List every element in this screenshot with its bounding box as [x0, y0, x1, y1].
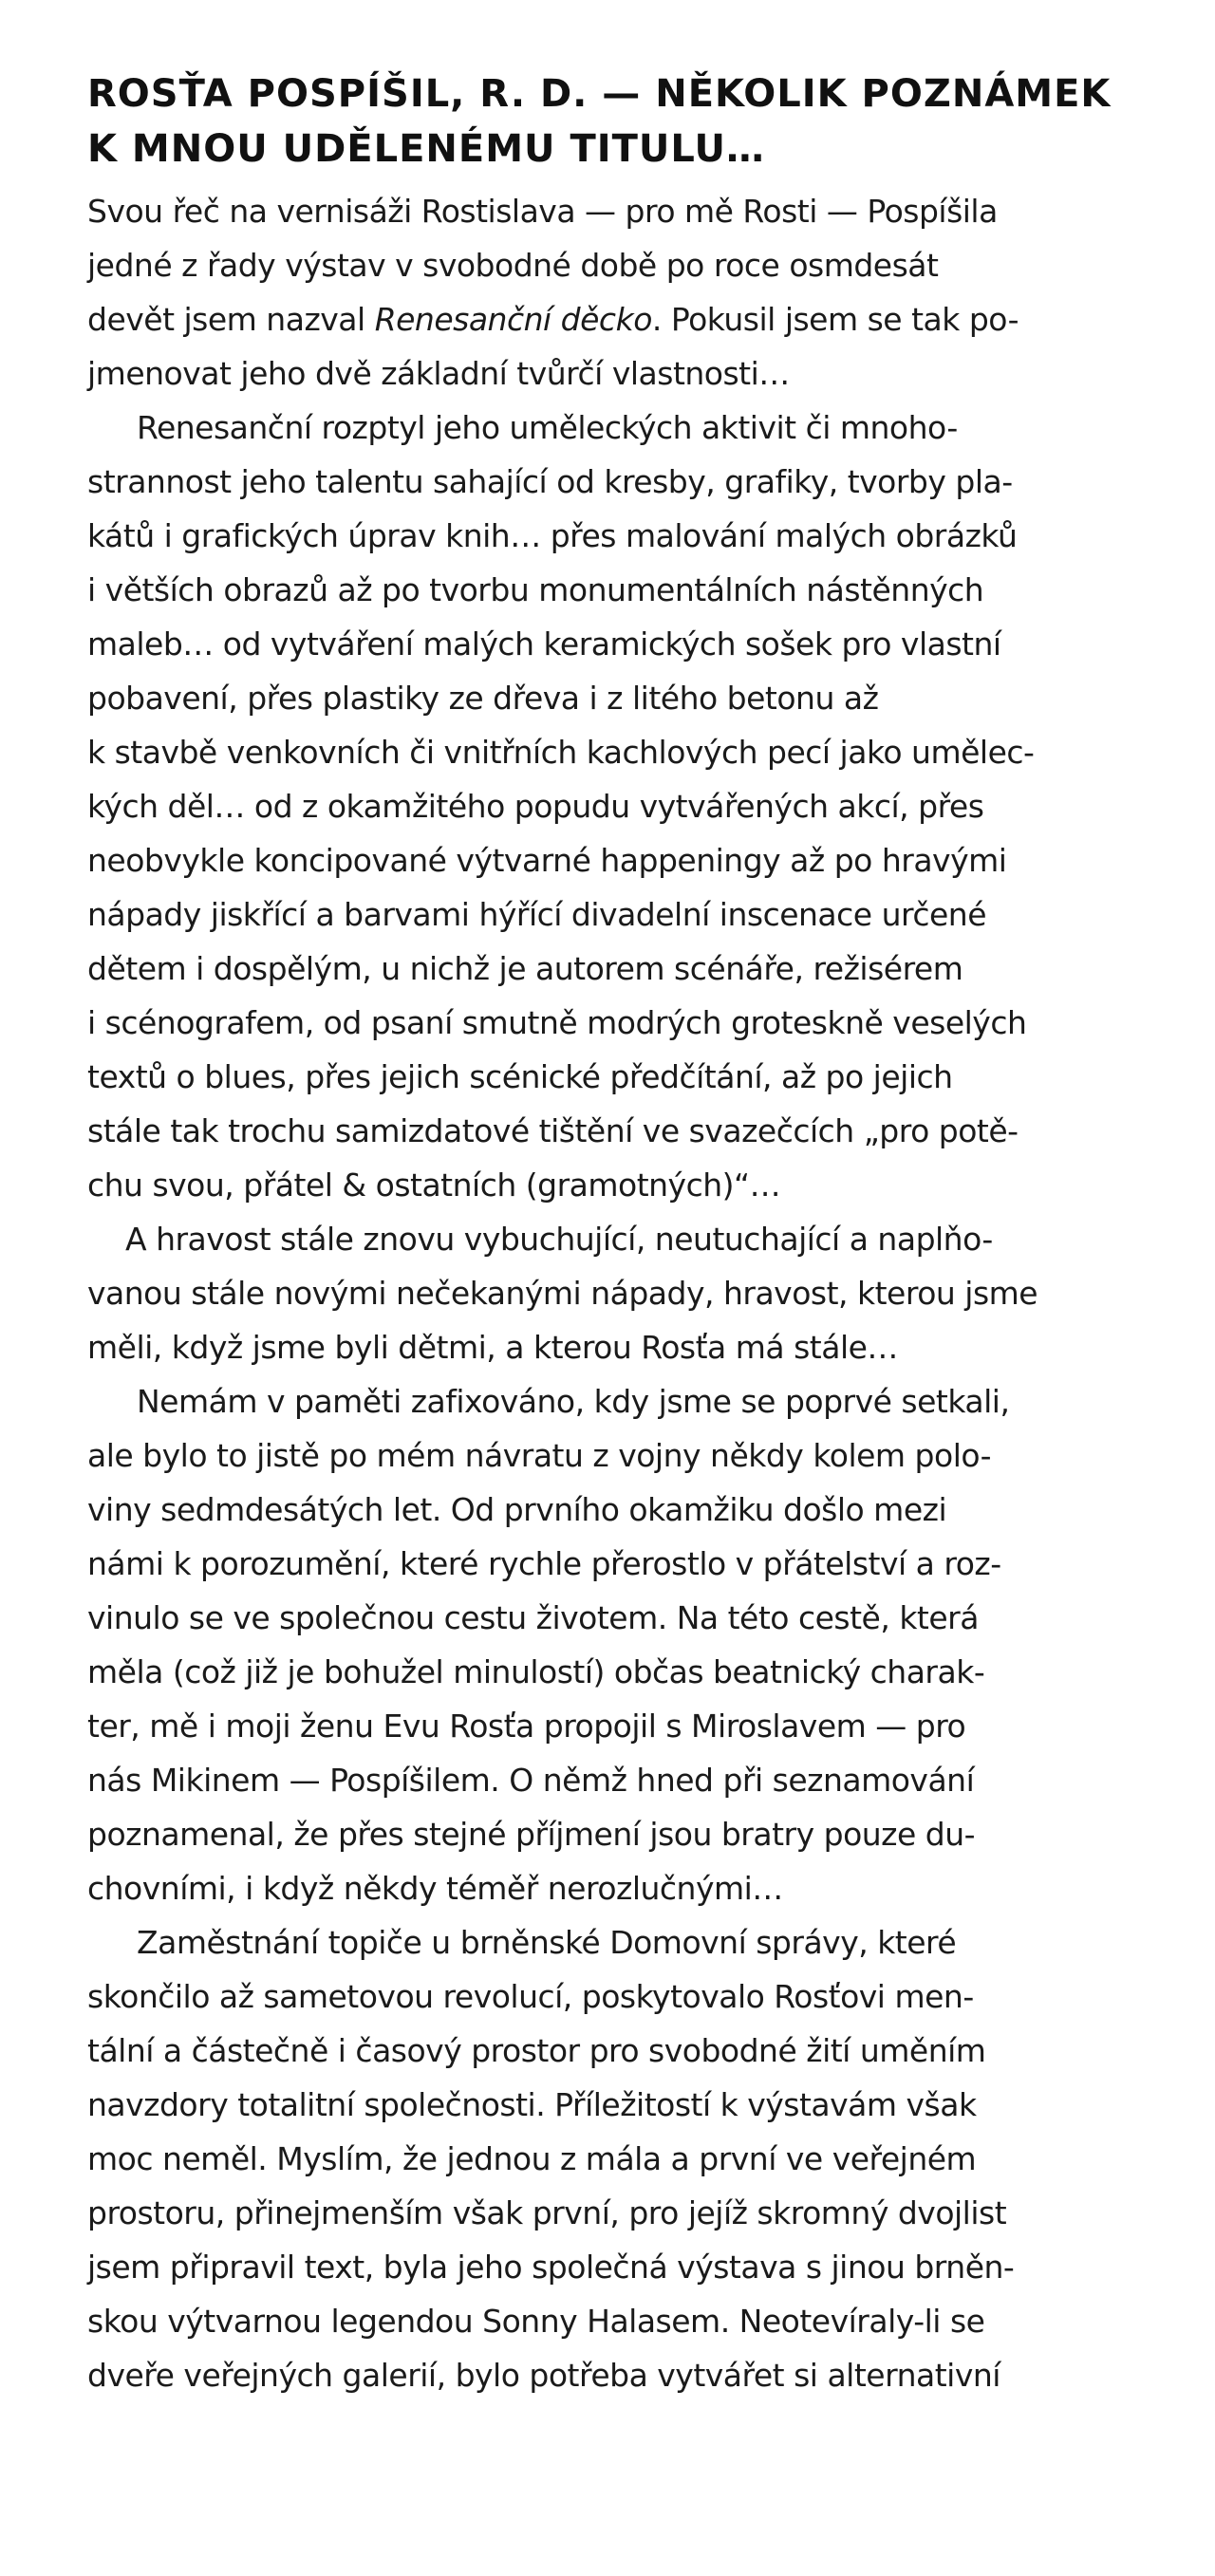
text-line: skončilo až sametovou revolucí, poskytovalo Rosťovi men- [87, 1978, 974, 2015]
paragraph-3 [87, 1212, 1131, 1374]
text-line: kátů i grafických úprav knih… přes malování malých obrázků [87, 517, 1018, 554]
text-line: Zaměstnání topiče u brněnské Domovní správy, které [137, 1924, 957, 1961]
text-line: prostoru, přinejmenším však první, pro jejíž skromný dvojlist [87, 2194, 1007, 2231]
italic-title: Renesanční děcko [374, 301, 652, 338]
text-line: skou výtvarnou legendou Sonny Halasem. Neotevíraly-li se [87, 2303, 985, 2340]
text-line: námi k porozumění, které rychle přerostlo v přátelství a roz- [87, 1545, 1001, 1582]
text-line: i větších obrazů až po tvorbu monumentálních nástěnných [87, 571, 984, 608]
text-line: chovními, i když někdy téměř nerozlučnými… [87, 1870, 783, 1907]
text-line: stále tak trochu samizdatové tištění ve svazečcích „pro potě- [87, 1112, 1019, 1149]
text-line: k stavbě venkovních či vnitřních kachlových pecí jako umělec- [87, 734, 1035, 771]
article [87, 66, 1131, 2402]
article-title-line: ROSŤA POSPÍŠIL, R. D. — NĚKOLIK POZNÁMEK [87, 72, 1112, 116]
text-line: vanou stále novými nečekanými nápady, hravost, kterou jsme [87, 1275, 1038, 1312]
text-line: chu svou, přátel & ostatních (gramotných)“… [87, 1167, 781, 1204]
text-line: poznamenal, že přes stejné příjmení jsou bratry pouze du- [87, 1816, 976, 1853]
text-line: Nemám v paměti zafixováno, kdy jsme se poprvé setkali, [137, 1383, 1010, 1420]
article-title-line: K MNOU UDĚLENÉMU TITULU… [87, 127, 765, 171]
paragraph-4 [87, 1374, 1131, 1915]
text-line: ale bylo to jistě po mém návratu z vojny někdy kolem polo- [87, 1437, 992, 1474]
text-line: jmenovat jeho dvě základní tvůrčí vlastnosti… [87, 355, 790, 392]
text-line [87, 292, 1131, 346]
text-line: měla (což již je bohužel minulostí) občas beatnický charak- [87, 1653, 985, 1690]
text-line: tální a částečně i časový prostor pro svobodné žití uměním [87, 2032, 986, 2069]
text-line: dětem i dospělým, u nichž je autorem scénáře, režisérem [87, 950, 963, 987]
text-line: nápady jiskřící a barvami hýřící divadelní inscenace určené [87, 896, 987, 933]
text-line: jedné z řady výstav v svobodné době po roce osmdesát [87, 247, 939, 284]
text-line: měli, když jsme byli dětmi, a kterou Rosťa má stále… [87, 1329, 898, 1366]
text-line: ter, mě i moji ženu Evu Rosťa propojil s Miroslavem — pro [87, 1708, 966, 1745]
text-line: pobavení, přes plastiky ze dřeva i z litého betonu až [87, 680, 879, 717]
text-line: nás Mikinem — Pospíšilem. O němž hned při seznamování [87, 1762, 975, 1799]
text-line: navzdory totalitní společnosti. Příležitostí k výstavám však [87, 2086, 977, 2123]
text-line: A hravost stále znovu vybuchující, neutuchající a naplňo- [125, 1221, 993, 1258]
article-body [87, 184, 1131, 2402]
text-line: i scénografem, od psaní smutně modrých groteskně veselých [87, 1004, 1027, 1041]
text-line: neobvykle koncipované výtvarné happeningy až po hravými [87, 842, 1007, 879]
article-title [87, 66, 1131, 177]
text-segment: . Pokusil jsem se tak po- [651, 301, 1019, 338]
paragraph-2 [87, 401, 1131, 1212]
text-line: vinulo se ve společnou cestu životem. Na této cestě, která [87, 1599, 979, 1636]
text-line: moc neměl. Myslím, že jednou z mála a první ve veřejném [87, 2140, 977, 2177]
text-line: textů o blues, přes jejich scénické předčítání, až po jejich [87, 1058, 953, 1095]
text-segment: devět jsem nazval [87, 301, 375, 338]
text-line: Svou řeč na vernisáži Rostislava — pro mě Rosti — Pospíšila [87, 193, 998, 230]
text-line: jsem připravil text, byla jeho společná výstava s jinou brněn- [87, 2249, 1015, 2286]
text-line: maleb… od vytváření malých keramických sošek pro vlastní [87, 625, 1001, 663]
paragraph-5 [87, 1915, 1131, 2402]
paragraph-1 [87, 184, 1131, 401]
text-line: dveře veřejných galerií, bylo potřeba vytvářet si alternativní [87, 2357, 1000, 2394]
text-line: viny sedmdesátých let. Od prvního okamžiku došlo mezi [87, 1491, 947, 1528]
text-line: strannost jeho talentu sahající od kresby, grafiky, tvorby pla- [87, 463, 1013, 500]
text-line: kých děl… od z okamžitého popudu vytvářených akcí, přes [87, 788, 984, 825]
text-line: Renesanční rozptyl jeho uměleckých aktivit či mnoho- [137, 409, 958, 446]
